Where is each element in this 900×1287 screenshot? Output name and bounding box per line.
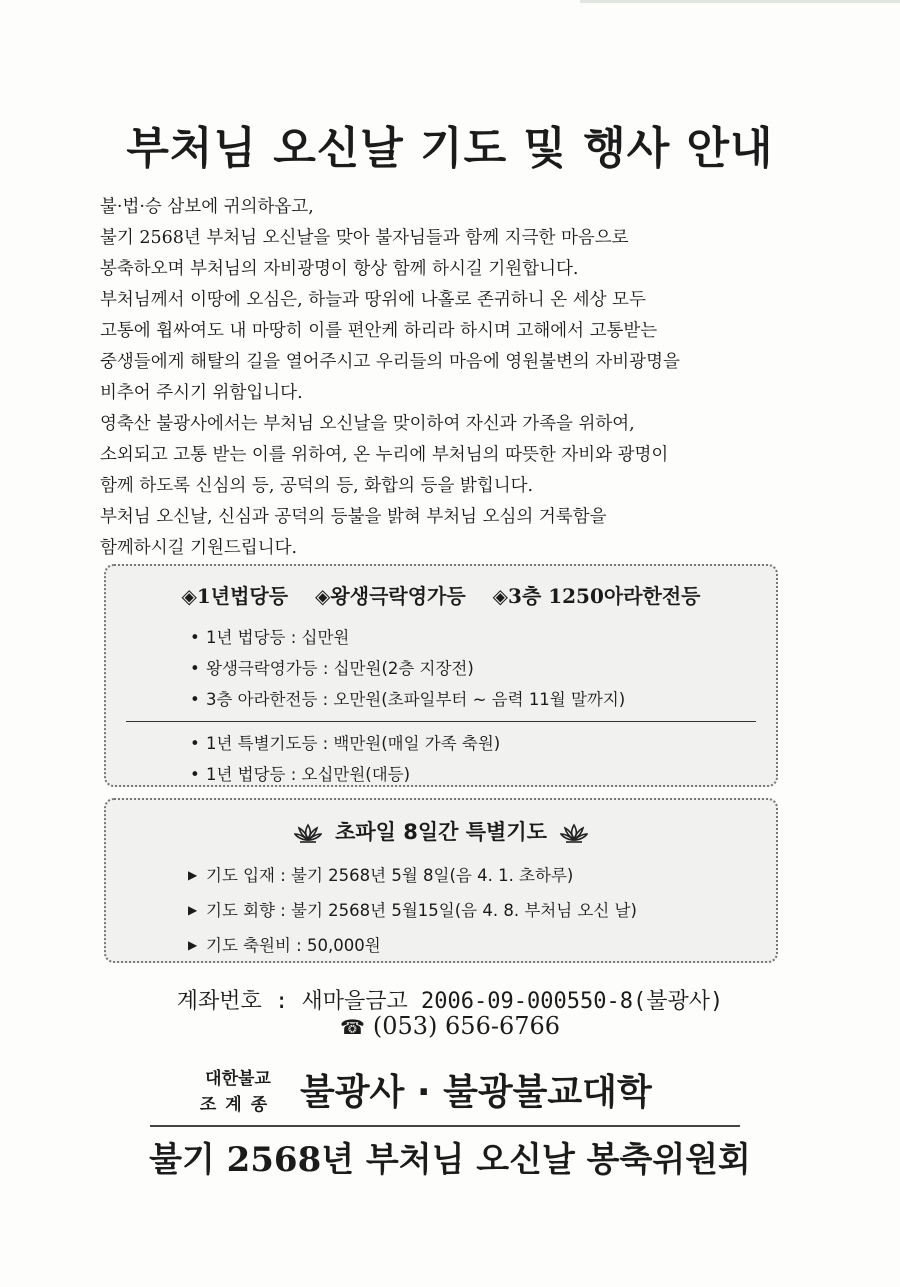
intro-line: 비추어 주시기 위함입니다. (100, 383, 303, 403)
list-item: • 3층 아라한전등 : 오만원(초파일부터 ~ 음력 11월 말까지) (106, 684, 776, 715)
intro-line: 소외되고 고통 받는 이를 위하여, 온 누리에 부처님의 따뜻한 자비와 광명이 (100, 445, 669, 465)
scan-edge (580, 0, 900, 3)
intro-line: 봉축하오며 부처님의 자비광명이 항상 함께 하시길 기원합니다. (100, 259, 579, 279)
lantern-headings (106, 580, 776, 609)
divider (126, 721, 756, 722)
lantern-list-2 (106, 728, 776, 790)
intro-text (100, 192, 800, 564)
bullet-icon: • (190, 690, 200, 709)
list-item: • 왕생극락영가등 : 십만원(2층 지장전) (106, 653, 776, 684)
lotus-icon (560, 823, 588, 843)
account-number: 계좌번호 : 새마을금고 2006-09-000550-8(불광사) (176, 989, 724, 1014)
prayer-box (104, 798, 778, 963)
committee-name: 불기 2568년 부처님 오신날 봉축위원회 (149, 1140, 751, 1180)
intro-line: 영축산 불광사에서는 부처님 오신날을 맞이하여 자신과 가족을 위하여, (100, 414, 635, 434)
list-item: • 1년 특별기도등 : 백만원(매일 가족 축원) (106, 728, 776, 759)
prayer-list (106, 858, 776, 963)
prayer-heading: 초파일 8일간 특별기도 (335, 820, 547, 844)
temple-name: 불광사 · 불광불교대학 (300, 1072, 652, 1113)
lantern-heading: ◈3층 1250아라한전등 (492, 584, 701, 608)
bullet-icon: • (190, 628, 200, 647)
lantern-heading: ◈왕생극락영가등 (315, 584, 466, 608)
divider (150, 1125, 740, 1127)
page-title: 부처님 오신날 기도 및 행사 안내 (126, 123, 774, 174)
bullet-icon: • (190, 659, 200, 678)
intro-line: 불·법·승 삼보에 귀의하옵고, (100, 197, 314, 217)
prayer-heading-row (106, 816, 776, 846)
arrow-icon: ▶ (188, 868, 198, 882)
bullet-icon: • (190, 734, 200, 753)
lotus-icon (294, 823, 322, 843)
phone-line (0, 1012, 900, 1040)
arrow-icon: ▶ (188, 903, 198, 917)
bullet-icon: • (190, 765, 200, 784)
order-name: 대한불교 조계종 (199, 1069, 277, 1115)
list-item: • 1년 법당등 : 십만원 (106, 622, 776, 653)
lantern-heading: ◈1년법당등 (181, 584, 289, 608)
intro-line: 함께 하도록 신심의 등, 공덕의 등, 화합의 등을 밝힙니다. (100, 476, 534, 496)
intro-line: 부처님께서 이땅에 오심은, 하늘과 땅위에 나홀로 존귀하니 온 세상 모두 (100, 290, 646, 310)
list-item: ▶ 기도 회향 : 불기 2568년 5월15일(음 4. 8. 부처님 오신 날) (106, 893, 776, 928)
lantern-list-1 (106, 622, 776, 715)
intro-line: 부처님 오신날, 신심과 공덕의 등불을 밝혀 부처님 오심의 거룩함을 (100, 507, 607, 527)
phone-number: (053) 656-6766 (372, 1012, 561, 1040)
intro-line: 불기 2568년 부처님 오신날을 맞아 불자님들과 함께 지극한 마음으로 (100, 228, 629, 248)
arrow-icon: ▶ (188, 938, 198, 952)
intro-line: 고통에 휩싸여도 내 마땅히 이를 편안케 하리라 하시며 고해에서 고통받는 (100, 321, 658, 341)
list-item: • 1년 법당등 : 오십만원(대등) (106, 759, 776, 790)
lantern-box (104, 564, 778, 787)
intro-line: 중생들에게 해탈의 길을 열어주시고 우리들의 마음에 영원불변의 자비광명을 (100, 352, 680, 372)
phone-icon: ☎ (339, 1015, 365, 1039)
intro-line: 함께하시길 기원드립니다. (100, 538, 298, 558)
list-item: ▶ 기도 축원비 : 50,000원 (106, 928, 776, 963)
list-item: ▶ 기도 입재 : 불기 2568년 5월 8일(음 4. 1. 초하루) (106, 858, 776, 893)
organization (190, 1064, 710, 1114)
